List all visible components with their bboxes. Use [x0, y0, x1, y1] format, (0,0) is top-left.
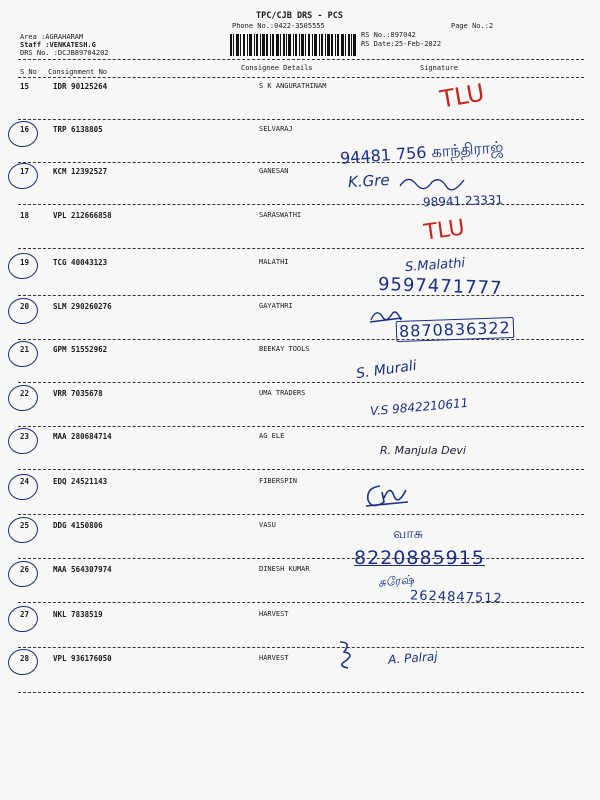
row-consignee-name: FIBERSPIN: [259, 477, 297, 485]
handwritten-circle: [6, 119, 39, 149]
col-consignment: Consignment No: [48, 68, 108, 76]
row-consignment-number: DDG 4150806: [53, 521, 103, 530]
row-consignee-name: MALATHI: [259, 258, 289, 266]
row-divider: [18, 382, 584, 383]
handwritten-circle: [6, 559, 39, 589]
row-serial-number: 15: [20, 82, 30, 91]
handwritten-phone-25: 8220885915: [354, 547, 485, 569]
handwritten-circle: [6, 604, 39, 634]
row-consignment-number: IDR 90125264: [53, 82, 108, 91]
row-consignee-name: SELVARAJ: [259, 125, 293, 133]
handwritten-circle: [6, 296, 39, 326]
handwritten-signature-28: A. Palraj: [387, 649, 439, 667]
row-consignment-number: VPL 936176050: [53, 654, 112, 663]
handwritten-signature-21: S. Murali: [355, 357, 418, 383]
row-divider: [18, 339, 584, 340]
row-consignee-name: BEEKAY TOOLS: [259, 345, 310, 353]
row-serial-number: 23: [20, 432, 30, 441]
handwritten-tlu-mark: TLU: [422, 215, 467, 246]
handwritten-phone-16: 94481 756 காந்திராஜ்: [339, 137, 504, 168]
row-consignee-name: S K ANGURATHINAM: [259, 82, 327, 90]
row-divider: [18, 248, 584, 249]
handwritten-circle: [6, 515, 39, 545]
signature-scribble-17: [398, 172, 468, 192]
row-divider: [18, 162, 584, 163]
handwritten-tlu-mark: TLU: [437, 78, 487, 114]
row-divider: [18, 647, 584, 648]
barcode: [230, 34, 356, 56]
signature-scribble-24: [362, 480, 412, 514]
table-bottom-divider: [18, 692, 584, 693]
handwritten-signature-22: V.S 9842210611: [369, 395, 469, 419]
row-serial-number: 27: [20, 610, 30, 619]
handwritten-signature-23: R. Manjula Devi: [380, 444, 466, 457]
row-serial-number: 26: [20, 565, 30, 574]
row-consignee-name: VASU: [259, 521, 276, 529]
row-consignment-number: MAA 564307974: [53, 565, 112, 574]
row-consignment-number: TRP 6138805: [53, 125, 103, 134]
row-consignment-number: SLM 290260276: [53, 302, 112, 311]
signature-scribble-28-initial: [334, 638, 362, 670]
row-consignee-name: GANESAN: [259, 167, 289, 175]
row-serial-number: 28: [20, 654, 30, 663]
header-divider-bottom: [18, 77, 584, 78]
handwritten-circle: [6, 251, 39, 281]
row-consignment-number: VPL 212666858: [53, 211, 112, 220]
row-divider: [18, 469, 584, 470]
row-divider: [18, 119, 584, 120]
handwritten-name-25: வாசு: [393, 526, 423, 542]
row-serial-number: 16: [20, 125, 30, 134]
row-consignee-name: SARASWATHI: [259, 211, 302, 219]
handwritten-circle: [6, 472, 39, 502]
row-consignee-name: UMA TRADERS: [259, 389, 306, 397]
row-divider: [18, 426, 584, 427]
handwritten-circle: [6, 383, 39, 413]
row-serial-number: 19: [20, 258, 30, 267]
row-serial-number: 22: [20, 389, 30, 398]
handwritten-phone-26: 2624847512: [409, 588, 503, 607]
row-divider: [18, 514, 584, 515]
handwritten-signature-17: K.Gre: [347, 170, 391, 192]
row-consignment-number: VRR 7035678: [53, 389, 103, 398]
row-serial-number: 24: [20, 477, 30, 486]
sheet-title: TPC/CJB DRS - PCS: [256, 11, 343, 21]
area-label: Area :AGRAHARAM: [20, 33, 84, 41]
row-consignee-name: HARVEST: [259, 610, 289, 618]
handwritten-circle: [6, 426, 39, 456]
handwritten-circle: [6, 339, 39, 369]
handwritten-circle: [6, 647, 39, 677]
handwritten-phone-20: 8870836322: [396, 317, 514, 342]
row-consignment-number: KCM 12392527: [53, 167, 108, 176]
phone-number: Phone No.:0422-3505555: [232, 22, 325, 30]
rs-date: RS Date:25-Feb-2022: [361, 40, 442, 48]
row-serial-number: 21: [20, 345, 30, 354]
col-signature: Signature: [420, 64, 458, 72]
handwritten-circle: [6, 161, 39, 191]
staff-label: Staff :VENKATESH.G: [20, 41, 96, 49]
row-consignee-name: DINESH KUMAR: [259, 565, 310, 573]
row-consignment-number: NKL 7838519: [53, 610, 103, 619]
drs-number: DRS No. :DCJB89704202: [20, 49, 109, 57]
col-sno: S No: [20, 68, 37, 76]
page-number: Page No.:2: [451, 22, 494, 30]
row-serial-number: 20: [20, 302, 30, 311]
row-consignment-number: GPM 51552962: [53, 345, 108, 354]
header-divider-top: [18, 59, 584, 60]
row-consignee-name: HARVEST: [259, 654, 289, 662]
handwritten-signature-19: S.Malathi: [404, 255, 466, 276]
row-serial-number: 25: [20, 521, 30, 530]
handwritten-phone-17: 98941 23331: [422, 192, 504, 210]
handwritten-signature-26: சுரேஷ்: [377, 572, 415, 590]
row-consignment-number: EDQ 24521143: [53, 477, 108, 486]
row-consignee-name: AG ELE: [259, 432, 285, 440]
col-consignee: Consignee Details: [241, 64, 313, 72]
row-divider: [18, 558, 584, 559]
rs-number: RS No.:897042: [361, 31, 416, 39]
handwritten-phone-19: 9597471777: [377, 273, 503, 300]
row-consignment-number: TCG 40043123: [53, 258, 108, 267]
row-serial-number: 18: [20, 211, 30, 220]
row-serial-number: 17: [20, 167, 30, 176]
row-consignment-number: MAA 280684714: [53, 432, 112, 441]
row-consignee-name: GAYATHRI: [259, 302, 293, 310]
